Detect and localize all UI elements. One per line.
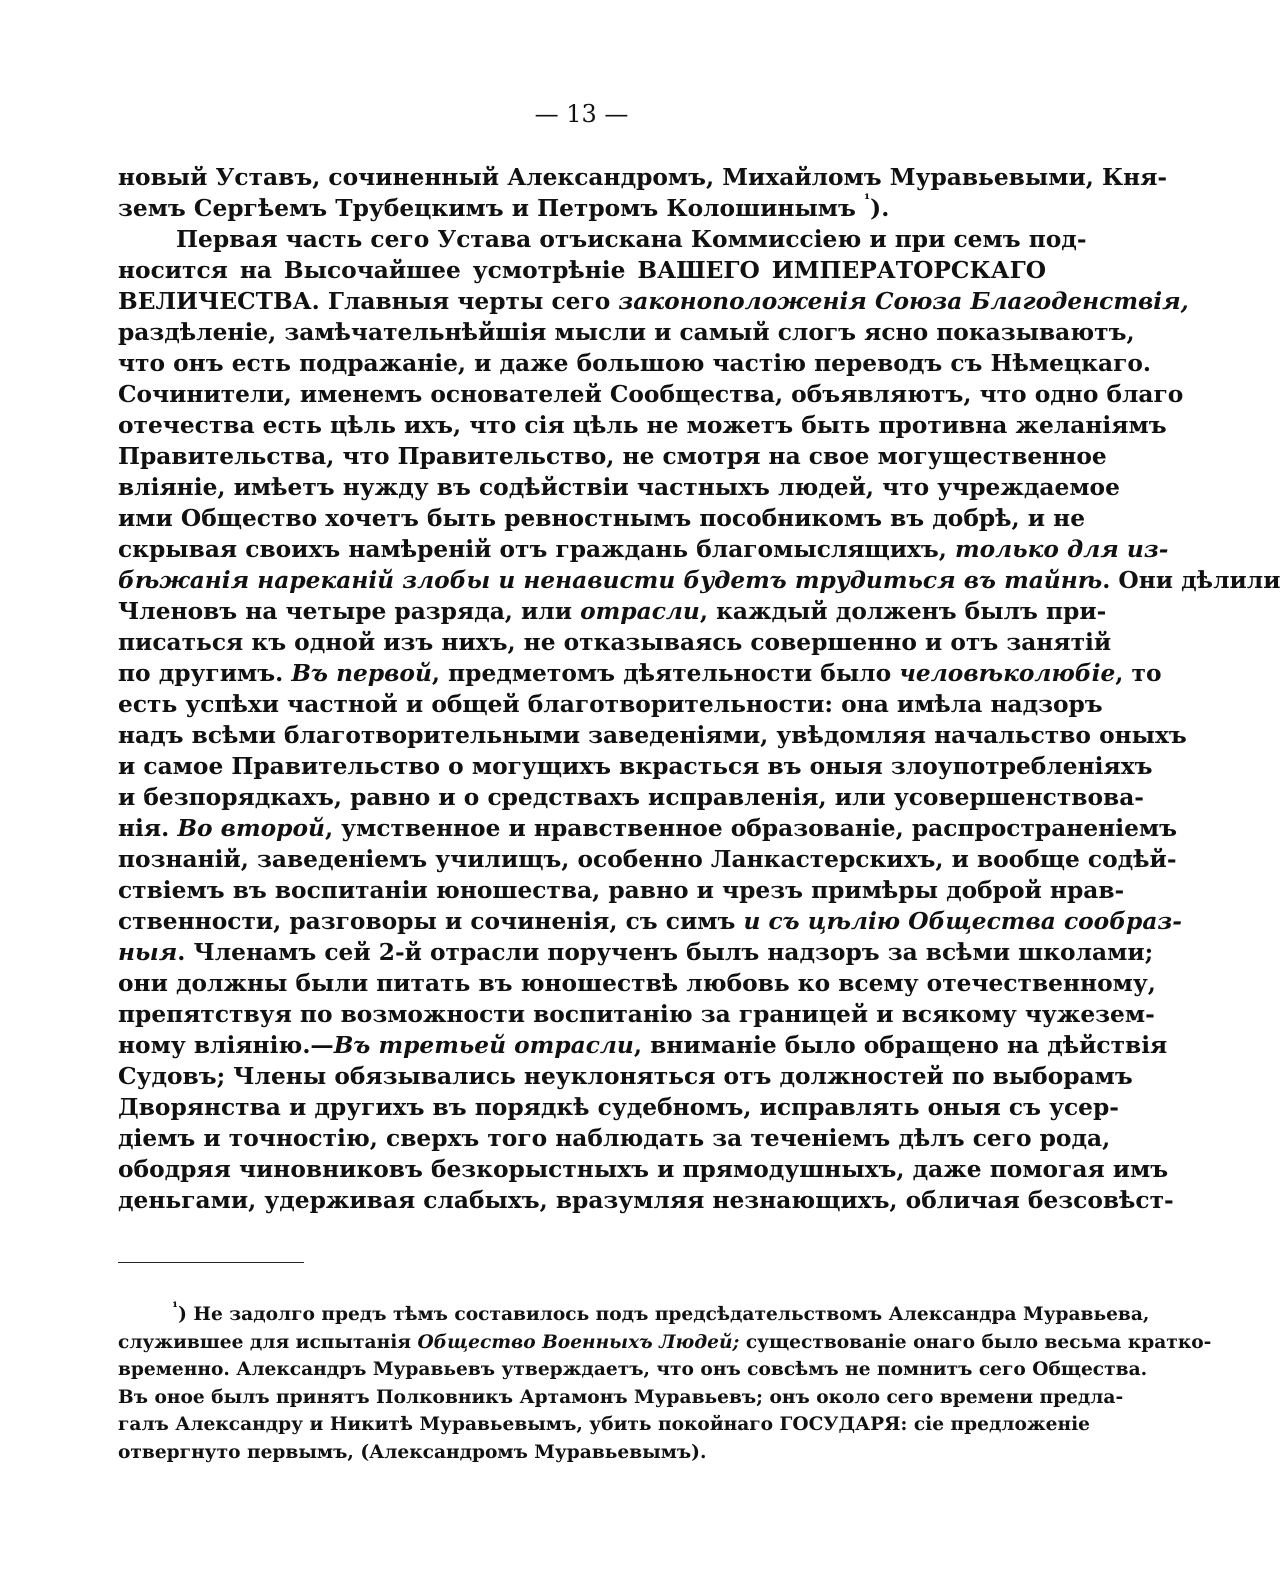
footnote <box>118 1300 1212 1466</box>
text-line: познаній, заведеніемъ училищъ, особенно Ланкастерскихъ, и вообще содѣй- <box>118 846 1177 873</box>
text-line: ныя. Членамъ сей 2-й отрасли порученъ былъ надзоръ за всѣми школами; <box>118 939 1154 966</box>
text-line: Сочинители, именемъ основателей Сообщества, объявляютъ, что одно благо <box>118 381 1184 408</box>
text-line: носится на Высочайшее усмотрѣніе ВАШЕГО ИМПЕРАТОРСКАГО <box>118 257 1046 284</box>
text-line: скрывая своихъ намѣреній отъ граждань благомыслящихъ, только для из- <box>118 536 1169 563</box>
footnote-line: отвергнуто первымъ, (Александромъ Муравьевымъ). <box>118 1441 707 1463</box>
text-line: Судовъ; Члены обязывались неуклоняться отъ должностей по выборамъ <box>118 1063 1133 1090</box>
text-line: земъ Сергѣемъ Трубецкимъ и Петромъ Колошинымъ $^{^1}$). <box>118 192 890 222</box>
text-line: надъ всѣми благотворительными заведеніями, увѣдомляя начальство оныхъ <box>118 722 1187 749</box>
footnote-ref: ¹ <box>864 192 871 208</box>
text-line: нія. Во второй, умственное и нравственное образованіе, распространеніемъ <box>118 815 1178 842</box>
footnote-line: галъ Александру и Никитѣ Муравьевымъ, убить покойнаго ГОСУДАРЯ: сіе предложеніе <box>118 1414 1091 1435</box>
text-line: препятствуя по возможности воспитанію за границей и всякому чужезем- <box>118 1001 1155 1028</box>
text-line: есть успѣхи частной и общей благотворительности: она имѣла надзоръ <box>118 691 1103 718</box>
text-line: писаться къ одной изъ нихъ, не отказываясь совершенно и отъ занятій <box>118 629 1112 656</box>
text-line: и самое Правительство о могущихъ вкрасться въ оныя злоупотребленіяхъ <box>118 753 1153 780</box>
text-line: ободряя чиновниковъ безкорыстныхъ и прямодушныхъ, даже помогая имъ <box>118 1156 1169 1183</box>
main-text <box>118 162 1280 1216</box>
text-line: новый Уставъ, сочиненный Александромъ, Михайломъ Муравьевыми, Кня- <box>118 164 1168 191</box>
text-line: Дворянства и другихъ въ порядкѣ судебномъ, исправлять оныя съ усер- <box>118 1094 1119 1121</box>
text-line: и безпорядкахъ, равно и о средствахъ исправленія, или усовершенствова- <box>118 784 1144 811</box>
text-line: деньгами, удерживая слабыхъ, вразумляя незнающихъ, обличая безсовѣст- <box>118 1187 1174 1214</box>
text-line: ственности, разговоры и сочиненія, съ симъ и съ цѣлію Общества сообраз- <box>118 908 1182 935</box>
text-line: ВЕЛИЧЕСТВА. Главныя черты сего законоположенія Союза Благоденствія, <box>118 288 1189 315</box>
text-line: отечества есть цѣль ихъ, что сія цѣль не можетъ быть противна желаніямъ <box>118 412 1167 439</box>
text-line: Правительства, что Правительство, не смотря на свое могущественное <box>118 443 1107 470</box>
text-line: ими Общество хочетъ быть ревностнымъ пособникомъ въ добрѣ, и не <box>118 505 1086 532</box>
footnote-line: временно. Александръ Муравьевъ утверждаетъ, что онъ совсѣмъ не помнитъ сего Общества. <box>118 1359 1148 1380</box>
page-number: — 13 — <box>534 100 629 128</box>
text-line: ствіемъ въ воспитаніи юношества, равно и чрезъ примѣры доброй нрав- <box>118 877 1125 904</box>
text-line: вліяніе, имѣетъ нужду въ содѣйствіи частныхъ людей, что учреждаемое <box>118 474 1120 501</box>
text-line: Членовъ на четыре разряда, или отрасли, каждый долженъ былъ при- <box>118 598 1107 625</box>
footnote-line: Въ оное былъ принятъ Полковникъ Артамонъ Муравьевъ; онъ около сего времени предла- <box>118 1386 1124 1408</box>
text-line: по другимъ. Въ первой, предметомъ дѣятельности было человѣколюбіе, то <box>118 660 1162 687</box>
footnote-divider <box>118 1262 304 1263</box>
text-line: Первая часть сего Устава отъискана Коммиссіею и при семъ под- <box>176 226 1087 253</box>
text-line: бѣжанія нареканій злобы и ненависти будетъ трудиться въ тайнѣ. Они дѣлили <box>118 567 1280 594</box>
footnote-line: служившее для испытанія Общество Военныхъ Людей; существованіе онаго было весьма кратко- <box>118 1331 1212 1353</box>
text-line: ному вліянію.—Въ третьей отрасли, вниманіе было обращено на дѣйствія <box>118 1032 1168 1059</box>
footnote-marker: ¹ <box>172 1300 179 1316</box>
text-line: они должны были питать въ юношествѣ любовь ко всему отечественному, <box>118 970 1156 997</box>
text-line: раздѣленіе, замѣчательнѣйшія мысли и самый слогъ ясно показываютъ, <box>118 319 1135 346</box>
text-line: что онъ есть подражаніе, и даже большою частію переводъ съ Нѣмецкаго. <box>118 350 1152 377</box>
footnote-line: $^{^1}$) Не задолго предъ тѣмъ составилось подъ предсѣдательствомъ Александра Муравьева, <box>172 1300 1150 1325</box>
text-line: діемъ и точностію, сверхъ того наблюдать за теченіемъ дѣлъ сего рода, <box>118 1125 1111 1152</box>
